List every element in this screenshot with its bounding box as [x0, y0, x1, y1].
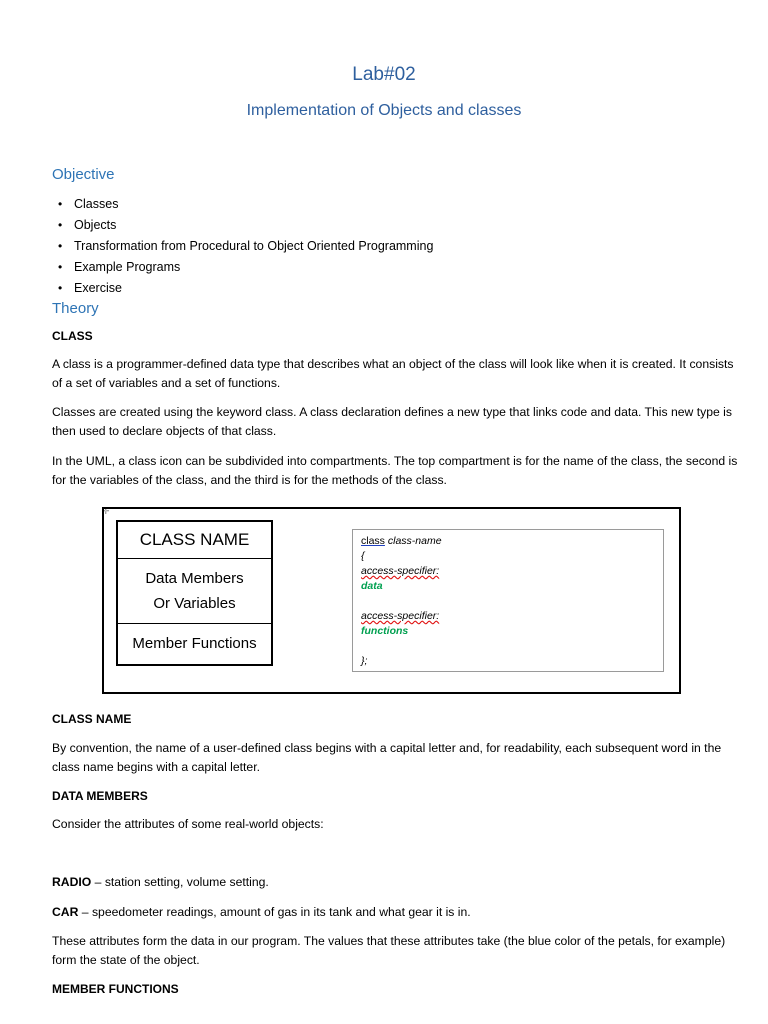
class-syntax-box [352, 529, 664, 672]
uml-variables-line-2: Or Variables [153, 595, 236, 612]
lab-subtitle: Implementation of Objects and classes [246, 102, 522, 119]
uml-class-box [116, 520, 273, 666]
code-line-blank [361, 594, 663, 609]
code-line-data: data [361, 580, 383, 592]
data-members-intro: Consider the attributes of some real-world objects: [52, 817, 324, 831]
member-functions-label: MEMBER FUNCTIONS [52, 982, 179, 996]
list-item: • Transformation from Procedural to Object Oriented Programming [52, 236, 433, 257]
objective-heading: Objective [52, 166, 115, 183]
code-line-close: }; [361, 655, 368, 667]
list-item: • Objects [52, 215, 433, 236]
uml-class-name: CLASS NAME [118, 522, 271, 559]
list-item: • Example Programs [52, 257, 433, 278]
code-class-name: class-name [384, 535, 442, 547]
class-name-paragraph: By convention, the name of a user-defined class begins with a capital letter and, for readability, each subsequent word in the class name begins with a capital letter. [52, 741, 722, 774]
car-line: CAR – speedometer readings, amount of gas in its tank and what gear it is in. [52, 905, 471, 919]
class-paragraph-3: In the UML, a class icon can be subdivided into compartments. The top compartment is for the name of the class, the second is for the variables of the class, and the third is for the methods of the class. [52, 454, 738, 487]
uml-functions: Member Functions [132, 635, 257, 652]
class-name-label: CLASS NAME [52, 712, 132, 726]
move-handle-icon[interactable]: ✛ [102, 506, 110, 516]
data-members-label: DATA MEMBERS [52, 789, 148, 803]
uml-variables-line-1: Data Members [145, 570, 244, 587]
lab-title: Lab#02 [352, 64, 416, 85]
theory-heading: Theory [52, 300, 99, 317]
list-item: • Classes [52, 194, 433, 215]
class-label: CLASS [52, 329, 93, 343]
radio-line: RADIO – station setting, volume setting. [52, 875, 269, 889]
code-line-functions: functions [361, 625, 409, 637]
code-line-blank [361, 639, 663, 654]
class-diagram-figure [102, 507, 681, 694]
objective-list [52, 194, 433, 299]
uml-variables [118, 559, 271, 624]
class-paragraph-2: Classes are created using the keyword class. A class declaration defines a new type that links code and data. This new type is then used to declare objects of that class. [52, 405, 732, 438]
code-line-access-2: access-specifier: [361, 610, 440, 622]
code-line-open: { [361, 550, 365, 562]
code-keyword: class [361, 535, 385, 547]
list-item: • Exercise [52, 278, 433, 299]
class-paragraph-1: A class is a programmer-defined data type that describes what an object of the class will look like when it is created. It consists of a set of variables and a set of functions. [52, 357, 734, 390]
code-line-access-1: access-specifier: [361, 565, 440, 577]
state-paragraph: These attributes form the data in our program. The values that these attributes take (the blue color of the petals, for example) form the state of the object. [52, 934, 726, 967]
code-line-class [361, 534, 663, 549]
